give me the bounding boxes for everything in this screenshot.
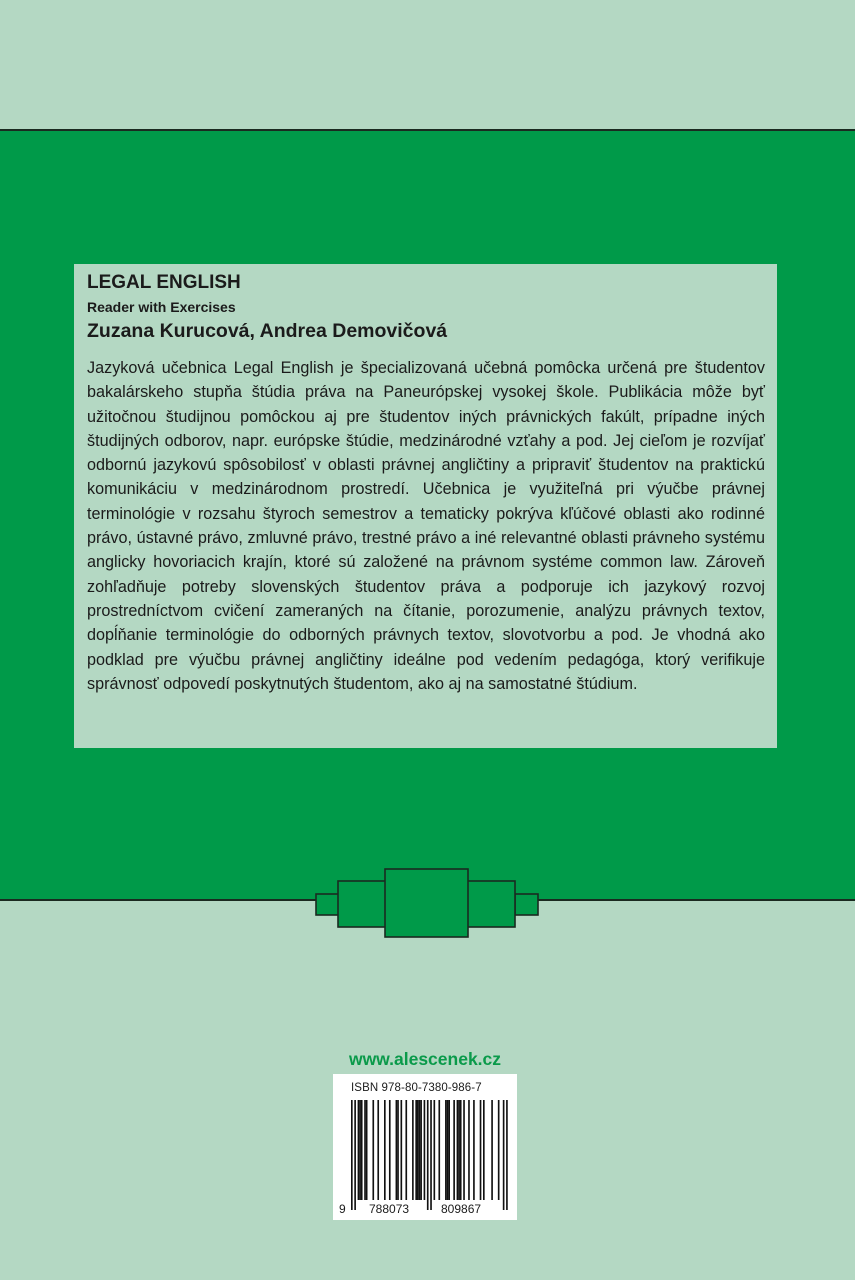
barcode-guard-bar — [506, 1100, 508, 1210]
barcode-bar — [448, 1100, 450, 1200]
barcode-bar — [453, 1100, 455, 1200]
barcode-guard-bar — [503, 1100, 505, 1210]
book-description: Jazyková učebnica Legal English je špecializovaná učebná pomôcka určená pre študentov bakalárskeho stupňa štúdia práva na Paneurópskej vysokej škole. Publikácia môže byť užitočnou študijnou pomôckou aj pre študentov iných právnických fakúlt, prípadne iných študijných odborov, napr. európske štúdie, medzinárodné vzťahy a pod. Jej cieľom je rozvíjať odbornú jazykovú spôsobilosť v oblasti právnej angličtiny a pripraviť študentov na praktickú komunikáciu v medzinárodnom prostredí. Učebnica je využiteľná pri výučbe právnej terminológie v rozsahu štyroch semestrov a tematicky pokrýva kľúčové oblasti ako rodinné právo, ústavné právo, zmluvné právo, trestné právo a iné relevantné oblasti právneho systému anglicky hovoriacich krajín, ktoré sú založené na právnom systéme common law. Zároveň zohľadňuje potreby slovenských študentov práva a podporuje ich jazykový rozvoj prostredníctvom cvičení zameraných na čítanie, porozumenie, analýzu právnych textov, dopĺňanie terminológie do odborných právnych textov, slovotvorbu a pod. Je vhodná ako podklad pre výučbu právnej angličtiny ideálne pod vedením pedagóga, ktorý verifikuje správnosť odpovedí poskytnutých študentom, ako aj na samostatné štúdium. — [87, 359, 765, 693]
barcode-bar — [372, 1100, 374, 1200]
barcode-bar — [405, 1100, 407, 1200]
barcode-digit-first: 9 — [339, 1202, 346, 1216]
barcode-bar — [384, 1100, 386, 1200]
barcode-bar — [401, 1100, 403, 1200]
barcode-bar — [457, 1100, 459, 1200]
barcode-digits-right: 809867 — [441, 1202, 482, 1216]
barcode-bar — [458, 1100, 460, 1200]
barcode-bar — [438, 1100, 440, 1200]
barcode-bar — [460, 1100, 462, 1200]
publisher-website[interactable]: www.alescenek.cz — [348, 1049, 502, 1069]
barcode-bar — [396, 1100, 398, 1200]
barcode-bar — [412, 1100, 414, 1200]
barcode-bar — [473, 1100, 475, 1200]
barcode-bar — [447, 1100, 449, 1200]
book-subtitle: Reader with Exercises — [87, 299, 236, 315]
barcode-bar — [366, 1100, 368, 1200]
barcode-bar — [359, 1100, 361, 1200]
barcode-bar — [417, 1100, 419, 1200]
barcode-bar — [415, 1100, 417, 1200]
isbn-label: ISBN 978-80-7380-986-7 — [351, 1082, 482, 1094]
barcode-bar — [361, 1100, 363, 1200]
barcode-bar — [491, 1100, 493, 1200]
barcode-bar — [419, 1100, 421, 1200]
barcode-guard-bar — [430, 1100, 432, 1210]
barcode-bars — [333, 1074, 517, 1220]
barcode-guard-bar — [351, 1100, 353, 1210]
book-title: LEGAL ENGLISH — [87, 272, 241, 293]
barcode-bar — [364, 1100, 366, 1200]
book-authors: Zuzana Kurucová, Andrea Demovičová — [87, 320, 448, 342]
barcode-bar — [358, 1100, 360, 1200]
barcode-guard-bar — [427, 1100, 429, 1210]
barcode-bar — [498, 1100, 500, 1200]
barcode-bar — [434, 1100, 436, 1200]
barcode-bar — [468, 1100, 470, 1200]
barcode-digits-left: 788073 — [369, 1202, 410, 1216]
barcode-bar — [445, 1100, 447, 1200]
barcode-bar — [377, 1100, 379, 1200]
barcode-bar — [397, 1100, 399, 1200]
barcode-bar — [424, 1100, 426, 1200]
barcode-bar — [420, 1100, 422, 1200]
barcode-bar — [480, 1100, 482, 1200]
barcode-bar — [483, 1100, 485, 1200]
barcode-bar — [389, 1100, 391, 1200]
barcode-box — [333, 1074, 517, 1220]
barcode-guard-bar — [354, 1100, 356, 1210]
barcode-bar — [463, 1100, 465, 1200]
